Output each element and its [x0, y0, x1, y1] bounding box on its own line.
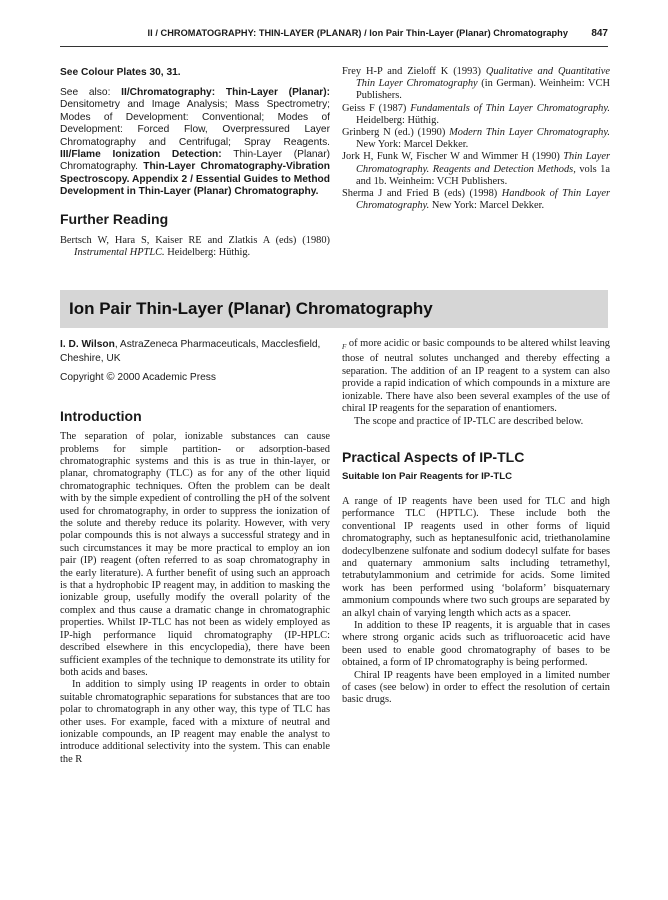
reference-title: Modern Thin Layer Chromatography. — [449, 127, 610, 139]
reference-item — [342, 188, 610, 212]
see-also-text-1[interactable]: Densitometry and Image Analysis; Mass Spectrometry; Modes of Development: Conventional; Modes of Development: Forced Flow, Overpressured Layer Chromatography and Centrifugal; Spray Reagents. — [60, 99, 330, 148]
see-also-paragraph — [60, 87, 330, 199]
article-title: Ion Pair Thin-Layer (Planar) Chromatography — [69, 299, 433, 318]
see-also-text-2[interactable]: Thin-Layer (Planar) Chromatography. — [60, 149, 330, 173]
reagents-paragraph-3: Chiral IP reagents have been employed in a limited number of cases (see below) in order to effect the resolution of certain basic drugs. — [342, 669, 610, 706]
intro-paragraph-1: The separation of polar, ionizable substances can cause problems for simple partition- or adsorption-based chromatographic systems and this is as true in thin-layer, or planar, chromatography (TLC) as for any of the other liquid chromatographic techniques. Often the problem can be dealt with by the simple expedient of controlling the pH of the solvent used for chromatography, in order to suppress the ionization of the solute and thereby reduce its polarity. However, with very polar compounds this is not always a successful strategy and in such circumstances it may be more practical to employ an ion pair (IP) reagent (often referred to as soap chromatography in the early literature). A further benefit of using such an approach is that a hydrophobic IP reagent may, in addition to masking the ionizable group, usefully modify the overall polarity of the complex and thus cause a dramatic change in chromatographic properties. Whilst IP-TLC has not been as widely employed as IP-high performance liquid chromatography (IP-HPLC: described elsewhere in this encyclopedia), there have been sufficient examples of the technique to demonstrate its utility for both acids and bases. — [60, 431, 330, 678]
intro-paragraph-2-continued — [342, 338, 610, 416]
header-rule — [60, 46, 608, 47]
reference-publisher: New York: Marcel Dekker. — [429, 200, 545, 212]
practical-aspects-heading: Practical Aspects of IP-TLC — [342, 448, 525, 465]
reagents-paragraph-2: In addition to these IP reagents, it is arguable that in cases where strong organic acids such as trifluoroacetic acid have been used to enable good chromatography of bases to be obtained, a form of IP chromatography is being performed. — [342, 619, 610, 669]
reagents-paragraph-1: A range of IP reagents have been used for TLC and high performance TLC (HPTLC). These include both the conventional IP reagents used in other forms of liquid chromatography, such as heptanesulfonic acid, triethanolamine dodecylbenzene sulfonate and sodium dodecyl sulfate for bases and quaternary ammonium salts including tetramethyl, tetrabutylammonium and cetrimide for acids. Some limited work has been performed using ‘bolaform’ bisquaternary ammonium compounds where two such groups are separated by an alkyl chain of varying length which acts as a spacer. — [342, 495, 610, 619]
page-number: 847 — [591, 28, 608, 39]
reference-authors: Sherma J and Fried B (eds) (1998) — [342, 188, 502, 200]
introduction-heading: Introduction — [60, 408, 142, 425]
reference-item — [342, 103, 610, 127]
copyright-prefix: Copyright — [60, 372, 104, 384]
reference-item — [342, 66, 610, 103]
reference-title: Instrumental HPTLC. — [74, 246, 165, 258]
copyright-line — [60, 371, 330, 384]
further-reading-heading: Further Reading — [60, 210, 169, 227]
reference-title: Fundamentals of Thin Layer Chromatography. — [410, 102, 610, 114]
see-also-prefix: See also: — [60, 87, 122, 98]
intro-paragraph-2-cont-text: of more acidic or basic compounds to be altered whilst leaving those of neutral solutes unchanged and thereby effecting a separation. The addition of an IP reagent to a system can also provide a rapid indication of which compounds in a mixture are ionizable. There have also been several examples of the use of chiral IP reagents for the separation of enantiomers. — [342, 338, 610, 415]
running-header — [60, 28, 608, 46]
reference-authors: Bertsch W, Hara S, Kaiser RE and Zlatkis A (eds) (1980) — [60, 234, 330, 246]
see-also-link-2[interactable]: III/Flame Ionization Detection: — [60, 149, 222, 161]
reference-authors: Geiss F (1987) — [342, 102, 411, 114]
reference-publisher: vols 1a and 1b. Weinheim: VCH Publishers. — [356, 163, 610, 187]
article-left-column — [60, 338, 330, 766]
article-right-column — [342, 338, 610, 707]
copyright-icon: © — [106, 371, 115, 384]
reference-publisher: Heidelberg: Hüthig. — [356, 114, 439, 126]
author-line — [60, 338, 330, 365]
reference-authors: Grinberg N (ed.) (1990) — [342, 127, 450, 139]
copyright-text: 2000 Academic Press — [117, 372, 216, 384]
reference-publisher: New York: Marcel Dekker. — [356, 139, 469, 151]
reference-title: Thin Layer Chromatography. Reagents and Detection Methods, — [356, 151, 610, 175]
reference-item — [342, 127, 610, 151]
reference-title: Qualitative and Quantitative Thin Layer Chromatography — [356, 66, 610, 90]
author-affiliation: , AstraZeneca Pharmaceuticals, Macclesfield, Cheshire, UK — [60, 339, 321, 364]
author-name: I. D. Wilson — [60, 339, 115, 350]
reference-publisher: Heidelberg: Hüthig. — [164, 246, 251, 258]
rf-subscript: F — [342, 343, 347, 352]
article-title-band — [60, 290, 608, 328]
reference-item — [342, 151, 610, 188]
intro-paragraph-2-text: In addition to simply using IP reagents in order to obtain suitable chromatographic separations for substances that are too polar to chromatograph in any other way, this type of TLC has other uses. For example, faced with a mixture of neutral and ionizable compounds, an IP reagent may enable the analyst to introduce additional selectivity into the system. This can enable the R — [60, 679, 330, 765]
suitable-reagents-subheading: Suitable Ion Pair Reagents for IP-TLC — [342, 470, 513, 482]
reference-authors: Frey H-P and Zieloff K (1993) — [342, 66, 486, 77]
intro-paragraph-3: The scope and practice of IP-TLC are described below. — [354, 415, 584, 427]
running-title: II / CHROMATOGRAPHY: THIN-LAYER (PLANAR) / Ion Pair Thin-Layer (Planar) Chromatography — [147, 28, 568, 38]
reference-authors: Jork H, Funk W, Fischer W and Wimmer H (1990) — [342, 151, 564, 163]
see-also-link-3[interactable]: Thin-Layer Chromatography-Vibration Spectroscopy. Appendix 2 / Essential Guides to Method Development in Thin-Layer (Planar) Chromatography. — [60, 161, 330, 198]
previous-article-right-column — [342, 66, 610, 212]
reference-title: Handbook of Thin Layer Chromatography. — [356, 188, 610, 212]
colour-plates-note: See Colour Plates 30, 31. — [60, 67, 181, 78]
previous-article-left-column — [60, 66, 330, 259]
intro-paragraph-2 — [60, 679, 330, 766]
reference-item — [60, 235, 330, 259]
see-also-link-1[interactable]: II/Chromatography: Thin-Layer (Planar): — [121, 87, 331, 98]
reference-publisher: (in German). Weinheim: VCH Publishers. — [356, 78, 610, 102]
